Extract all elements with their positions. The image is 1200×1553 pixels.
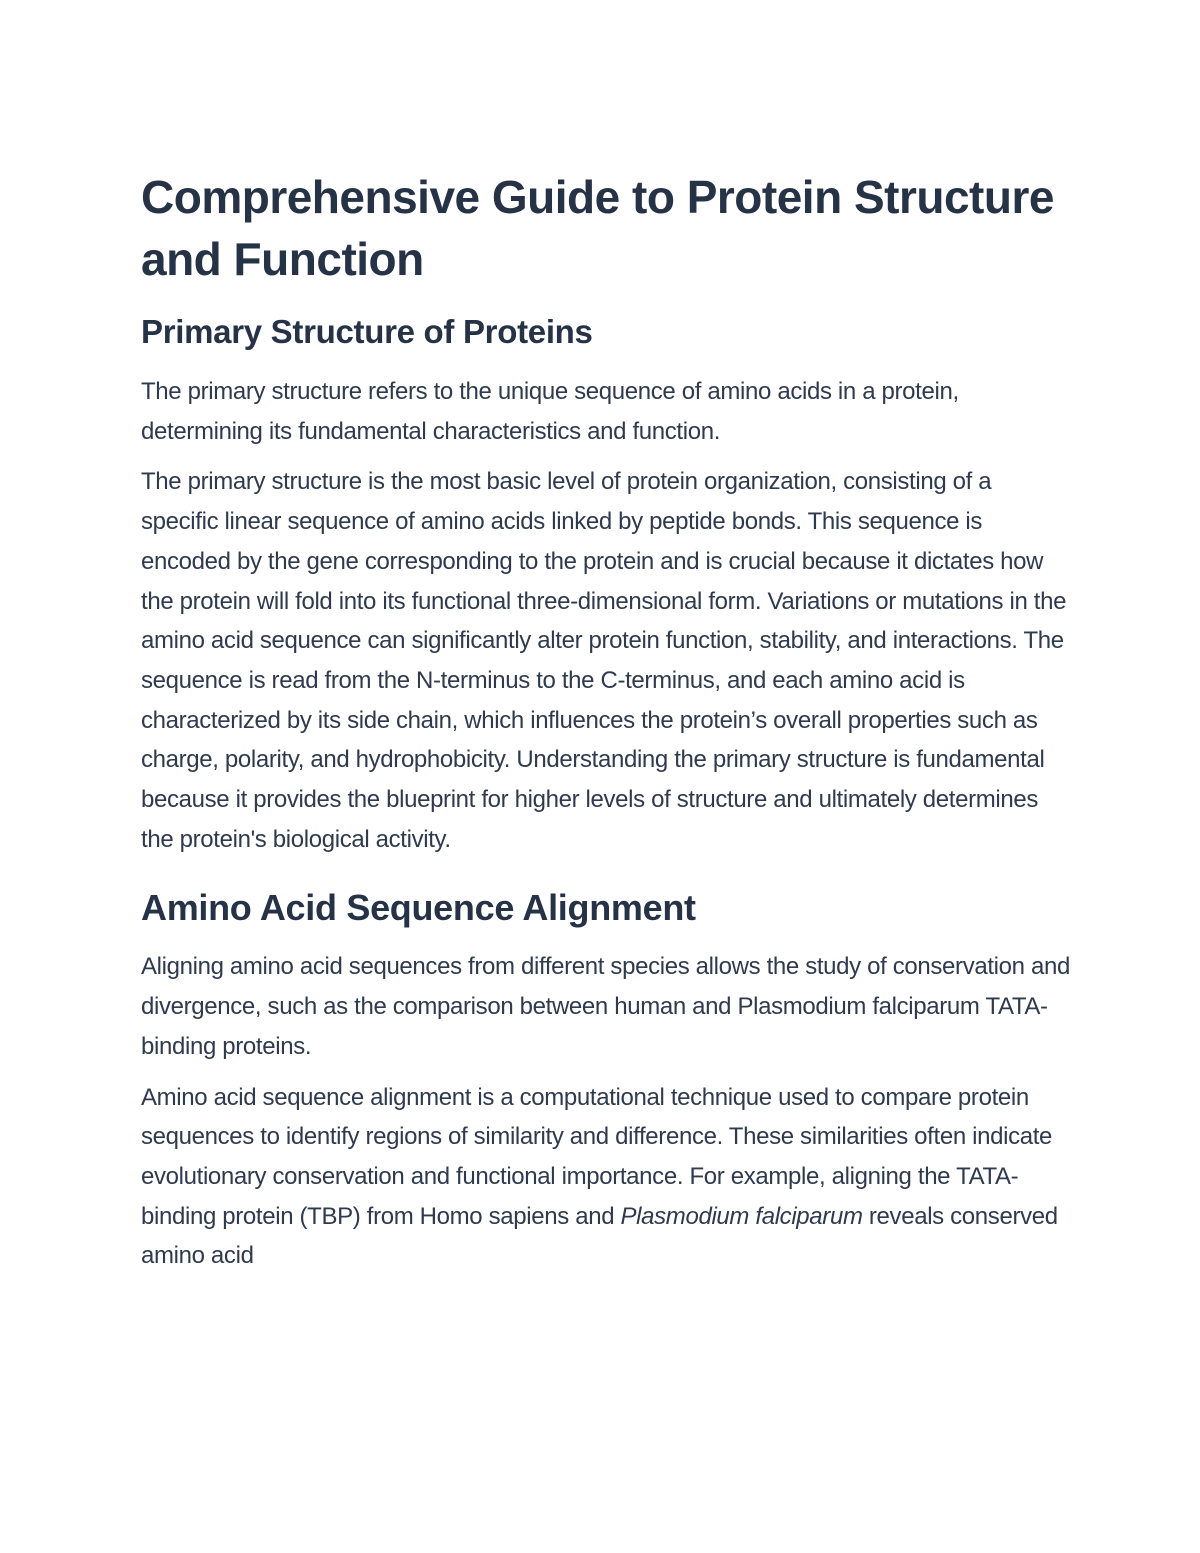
- section-body-sequence-alignment: [141, 1078, 1071, 1277]
- document-title: Comprehensive Guide to Protein Structure and Function: [141, 171, 1054, 285]
- section-summary-primary-structure: The primary structure refers to the unique sequence of amino acids in a protein, determining its fundamental characteristics and function.: [141, 378, 959, 445]
- section-heading-primary-structure: Primary Structure of Proteins: [141, 313, 593, 350]
- section-summary-sequence-alignment: Aligning amino acid sequences from different species allows the study of conservation and divergence, such as the comparison between human and Plasmodium falciparum TATA-binding proteins.: [141, 953, 1070, 1060]
- document-page: [141, 166, 1071, 1276]
- body-text-start: Amino acid sequence alignment is a computational technique used to compare protein sequences to identify regions of similarity and difference. These similarities often indicate evolutionary conservation and functional importance. For example, aligning the TATA-binding protein (TBP) from Homo sapiens and: [141, 1083, 1053, 1230]
- section-heading-sequence-alignment: Amino Acid Sequence Alignment: [141, 887, 696, 929]
- section-body-primary-structure: The primary structure is the most basic level of protein organization, consisting of a specific linear sequence of amino acids linked by peptide bonds. This sequence is encoded by the gene corresponding to the protein and is crucial because it dictates how the protein will fold into its functional three-dimensional form. Variations or mutations in the amino acid sequence can significantly alter protein function, stability, and interactions. The sequence is read from the N-terminus to the C-terminus, and each amino acid is characterized by its side chain, which influences the protein’s overall properties such as charge, polarity, and hydrophobicity. Understanding the primary structure is fundamental because it provides the blueprint for higher levels of structure and ultimately determines the protein's biological activity.: [141, 468, 1067, 853]
- body-text-end: reveals conserved amino acid: [141, 1202, 1058, 1270]
- species-name-italic: Plasmodium falciparum: [620, 1202, 863, 1230]
